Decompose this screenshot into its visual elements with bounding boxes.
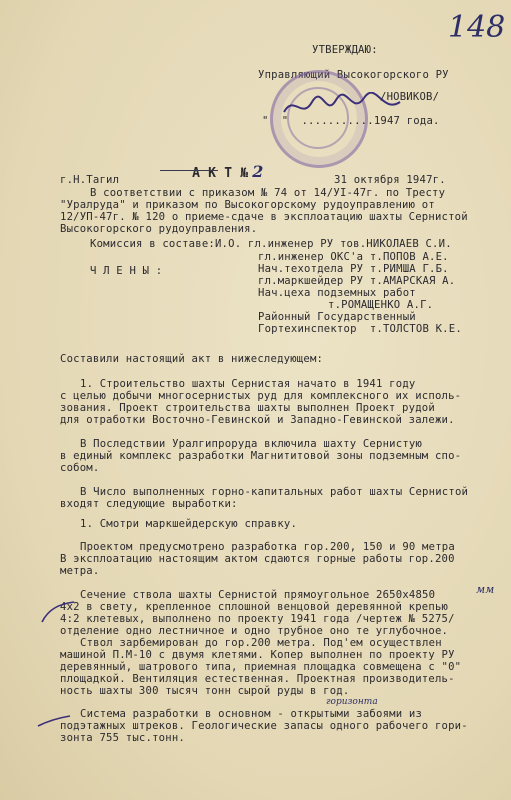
members-label: Ч Л Е Н Ы : [90, 265, 163, 277]
page-number: 148 [448, 10, 506, 45]
body-line-24: Система разработки в основном - открытыми забоями из [80, 708, 423, 720]
approval-line1: Управляющий Высокогорского РУ [258, 69, 449, 81]
member-7: Гортехинспектор т.ТОЛСТОВ К.Е. [258, 323, 462, 335]
approval-line2: /НОВИКОВ/ [380, 91, 440, 103]
body-line-18: отделение одно лестничное и одно трубное оно те углубочное. [60, 625, 449, 637]
intro-line-1: В соответствии с приказом № 74 от 14/УI-47г. по Тресту [90, 187, 446, 199]
body-line-25: подэтажных штреков. Геологические запасы одного рабочего гори- [60, 720, 468, 732]
body-line-15: Сечение ствола шахты Сернистой прямоугольное 2650х4850 [80, 589, 436, 601]
body-line-7: в единый комплекс разработки Магнититовой зоны подземным спо- [60, 450, 462, 462]
approval-line3: " " ...........1947 года. [262, 115, 440, 127]
body-line-8: собом. [60, 462, 100, 474]
body-line-11: 1. Смотри маркшейдерскую справку. [80, 518, 298, 530]
body-line-21: деревянный, шатрового типа, приемная площадка совмещена с "0" [60, 661, 462, 673]
act-place: г.Н.Тагил [60, 174, 120, 186]
body-line-17: 4:2 клетевых, выполнено по проекту 1941 года /чертеж № 5275/ [60, 613, 455, 625]
handwritten-margin-mark [34, 712, 74, 730]
body-line-23: ность шахты 300 тысяч тонн сырой руды в год. [60, 685, 350, 697]
handwritten-bracket-mark [38, 600, 78, 626]
act-title-text: А К Т № [192, 166, 249, 181]
body-line-12: Проектом предусмотрено разработка гор.200, 150 и 90 метра [80, 541, 455, 553]
body-line-2: 1. Строительство шахты Сернистая начато в 1941 году [80, 378, 416, 390]
title-underline [160, 170, 218, 171]
member-2: Нач.техотдела РУ т.РИМША Г.Б. [258, 263, 449, 275]
commission-label: Комиссия в составе:И.О. гл.инженер РУ тов.НИКОЛАЕВ С.И. [90, 238, 452, 250]
act-number: 2 [252, 162, 264, 181]
approval-title: УТВЕРЖДАЮ: [312, 44, 378, 56]
intro-line-4: Высокогорского рудоуправления. [60, 223, 258, 235]
member-3: гл.маркшейдер РУ т.АМАРСКАЯ А. [258, 275, 456, 287]
member-1: гл.инженер ОКС'а т.ПОПОВ А.Е. [258, 251, 449, 263]
intro-line-2: "Уралруда" и приказом по Высокогорскому рудоуправлению от [60, 199, 435, 211]
body-line-10: входят следующие выработки: [60, 498, 238, 510]
body-line-19: Ствол зарбемирован до гор.200 метра. Под'ем осуществлен [80, 637, 442, 649]
body-line-26: зонта 755 тыс.тонн. [60, 732, 185, 744]
body-line-22: площадкой. Вентиляция естественная. Проектная производитель- [60, 673, 455, 685]
body-line-5: для отработки Восточно-Гевинской и Западно-Гевинской залежи. [60, 414, 455, 426]
body-line-6: В Последствии Уралгипроруда включила шахту Сернистую [80, 438, 423, 450]
body-line-3: с целью добычи многосернистых руд для комплексного их исполь- [60, 390, 462, 402]
act-date: 31 октября 1947г. [334, 174, 446, 186]
body-line-14: метра. [60, 565, 100, 577]
intro-line-3: 12/УП-47г. № 120 о приеме-сдаче в эксплоатацию шахты Сернистой [60, 211, 468, 223]
handwritten-note: горизонта [326, 697, 378, 707]
member-6: Районный Государственный [258, 311, 416, 323]
body-line-1: Составили настоящий акт в нижеследующем: [60, 353, 324, 365]
body-line-16: 4х2 в свету, крепленное сплошной венцовой деревянной крепью [60, 601, 449, 613]
member-5: т.РОМАЩЕНКО А.Г. [328, 299, 434, 311]
body-line-4: зования. Проект строительства шахты выполнен Проект рудой [60, 402, 435, 414]
body-line-13: В эксплоатацию настоящим актом сдаются горные работы гор.200 [60, 553, 455, 565]
body-line-9: В Число выполненных горно-капитальных работ шахты Сернистой [80, 486, 469, 498]
handwritten-mm: мм [476, 583, 495, 596]
member-4: Нач.цеха подземных работ [258, 287, 416, 299]
body-line-20: машиной П.М-10 с двумя клетями. Копер выполнен по проекту РУ [60, 649, 455, 661]
